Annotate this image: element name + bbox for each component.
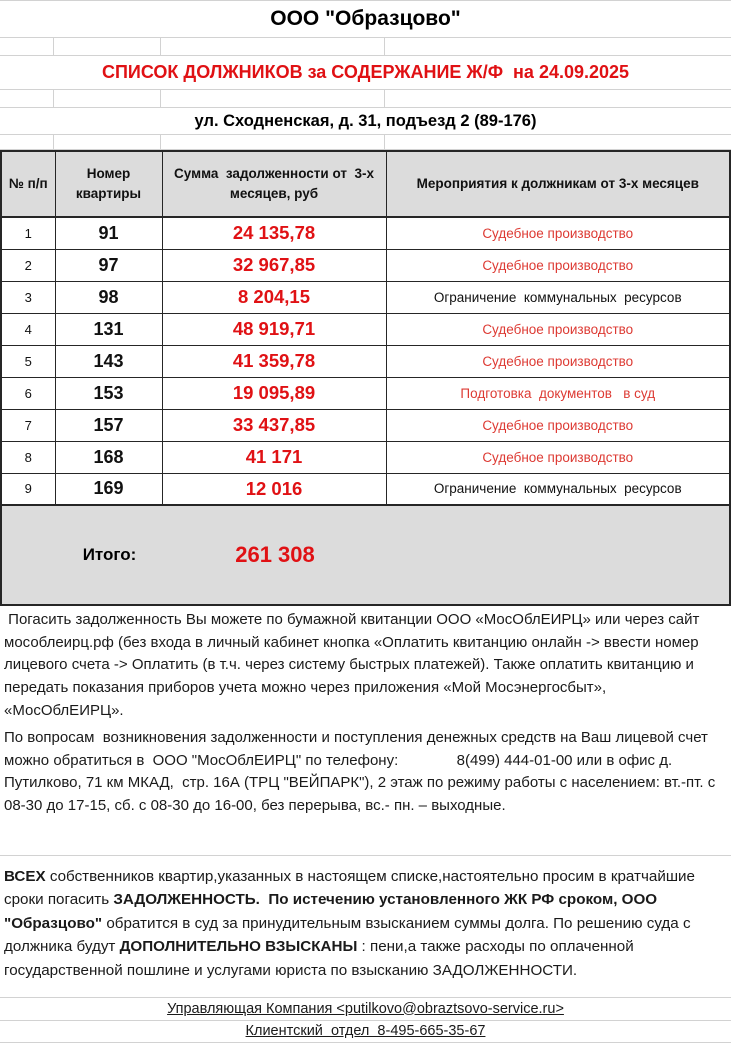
- amount-cell: 41 359,78: [162, 345, 386, 377]
- table-row: [1, 409, 730, 441]
- spacer-cell: [161, 90, 385, 107]
- warning-segment: ЗАДОЛЖЕННОСТЬ.: [113, 891, 260, 909]
- action-cell: Подготовка документов в суд: [386, 377, 730, 409]
- apartment-cell: 168: [55, 441, 162, 473]
- apartment-cell: 153: [55, 377, 162, 409]
- row-number-cell: 4: [1, 313, 55, 345]
- company-title: ООО "Образцово": [0, 1, 731, 38]
- row-number-cell: 3: [1, 281, 55, 313]
- header-debt-amount: Сумма задолженности от 3-х месяцев, руб: [162, 151, 386, 217]
- warning-segment: : пени,а также расходы по оплаченной государственной пошлине и услугами юриста по взысканию ЗАДОЛЖЕННОСТИ.: [4, 938, 638, 980]
- amount-cell: 19 095,89: [162, 377, 386, 409]
- total-row: [1, 505, 730, 605]
- section-divider: [0, 820, 731, 856]
- footer-company-line: [0, 997, 731, 1020]
- table-row: [1, 441, 730, 473]
- row-number-cell: 1: [1, 217, 55, 249]
- table-body: [1, 217, 730, 505]
- footer: [0, 997, 731, 1043]
- amount-cell: 24 135,78: [162, 217, 386, 249]
- footer-client-line: [0, 1020, 731, 1043]
- header-apartment: Номер квартиры: [55, 151, 162, 217]
- amount-cell: 8 204,15: [162, 281, 386, 313]
- spacer-cell: [161, 135, 385, 149]
- header-actions: Мероприятия к должникам от 3-х месяцев: [386, 151, 730, 217]
- apartment-cell: 157: [55, 409, 162, 441]
- warning-text: [0, 862, 731, 985]
- action-cell: Судебное производство: [386, 441, 730, 473]
- action-cell: Судебное производство: [386, 217, 730, 249]
- spacer-cell: [54, 38, 161, 55]
- apartment-cell: 91: [55, 217, 162, 249]
- amount-cell: 12 016: [162, 473, 386, 505]
- footer-client-phone: Клиентский отдел 8-495-665-35-67: [245, 1023, 486, 1040]
- spacer-cell: [385, 135, 731, 149]
- apartment-cell: 98: [55, 281, 162, 313]
- apartment-cell: 97: [55, 249, 162, 281]
- total-label: Итого:: [82, 545, 137, 564]
- action-cell: Судебное производство: [386, 409, 730, 441]
- spacer-row: [0, 38, 731, 56]
- warning-segment: обратится в суд за принудительным взысканием суммы долга. По решению суда с должника будут: [4, 914, 695, 956]
- table-row: [1, 281, 730, 313]
- spacer-row: [0, 135, 731, 150]
- row-number-cell: 9: [1, 473, 55, 505]
- payment-instructions: Погасить задолженность Вы можете по бумажной квитанции ООО «МосОблЕИРЦ» или через сайт мособлеирц.рф (без входа в личный кабинет кнопка «Оплатить квитанцию онлайн -> ввести номер лицевого счета -> Оплатить (в т.ч. через систему быстрых платежей). Также оплатить квитанцию и передать показания приборов учета можно через приложения «Мой Мосэнергосбыт», «МосОблЕИРЦ».: [4, 611, 704, 719]
- action-cell: Ограничение коммунальных ресурсов: [386, 281, 730, 313]
- action-cell: Ограничение коммунальных ресурсов: [386, 473, 730, 505]
- header-row-number: № п/п: [1, 151, 55, 217]
- spacer-cell: [161, 38, 385, 55]
- apartment-cell: 169: [55, 473, 162, 505]
- spacer-cell: [0, 90, 54, 107]
- amount-cell: 48 919,71: [162, 313, 386, 345]
- spacer-cell: [0, 135, 54, 149]
- action-cell: Судебное производство: [386, 313, 730, 345]
- spacer-cell: [385, 90, 731, 107]
- table-row: [1, 217, 730, 249]
- spacer-cell: [0, 38, 54, 55]
- footer-company-email: Управляющая Компания <putilkovo@obraztsovo-service.ru>: [167, 1000, 564, 1017]
- row-number-cell: 6: [1, 377, 55, 409]
- amount-cell: 33 437,85: [162, 409, 386, 441]
- warning-segment: собственников квартир,указанных в настоящем списке,настоятельно просим в кратчайшие сроки погасить: [4, 867, 700, 909]
- table-row: [1, 313, 730, 345]
- row-number-cell: 8: [1, 441, 55, 473]
- spacer-cell: [54, 135, 161, 149]
- table-row: [1, 345, 730, 377]
- table-row: [1, 377, 730, 409]
- spacer-cell: [54, 90, 161, 107]
- apartment-cell: 143: [55, 345, 162, 377]
- warning-segment: ВСЕХ: [4, 867, 46, 885]
- action-cell: Судебное производство: [386, 249, 730, 281]
- amount-cell: 41 171: [162, 441, 386, 473]
- row-number-cell: 7: [1, 409, 55, 441]
- spacer-row: [0, 90, 731, 108]
- table-row: [1, 249, 730, 281]
- debtors-table: [0, 150, 731, 606]
- warning-segment: По истечению установленного ЖК РФ сроком, ООО "Образцово": [4, 891, 662, 932]
- row-number-cell: 5: [1, 345, 55, 377]
- list-title: СПИСОК ДОЛЖНИКОВ за СОДЕРЖАНИЕ Ж/Ф на 24.09.2025: [0, 56, 731, 90]
- table-header-row: [1, 151, 730, 217]
- action-cell: Судебное производство: [386, 345, 730, 377]
- total-value: 261 308: [235, 542, 315, 567]
- contact-info: По вопросам возникновения задолженности и поступления денежных средств на Ваш лицевой счет можно обратиться в ООО "МосОблЕИРЦ" по телефону: 8(499) 444-01-00 или в офис д. Путилково, 71 км МКАД, стр. 16А (ТРЦ "ВЕЙПАРК"), 2 этаж по режиму работы с населением: вт.-пт. с 08-30 до 17-15, сб. с 08-30 до 16-00, без перерыва, вс.- пн. – выходные.: [4, 729, 720, 815]
- apartment-cell: 131: [55, 313, 162, 345]
- warning-segment: ДОПОЛНИТЕЛЬНО ВЗЫСКАНЫ: [119, 938, 358, 956]
- address: ул. Сходненская, д. 31, подъезд 2 (89-176): [0, 108, 731, 135]
- spacer-cell: [385, 38, 731, 55]
- amount-cell: 32 967,85: [162, 249, 386, 281]
- row-number-cell: 2: [1, 249, 55, 281]
